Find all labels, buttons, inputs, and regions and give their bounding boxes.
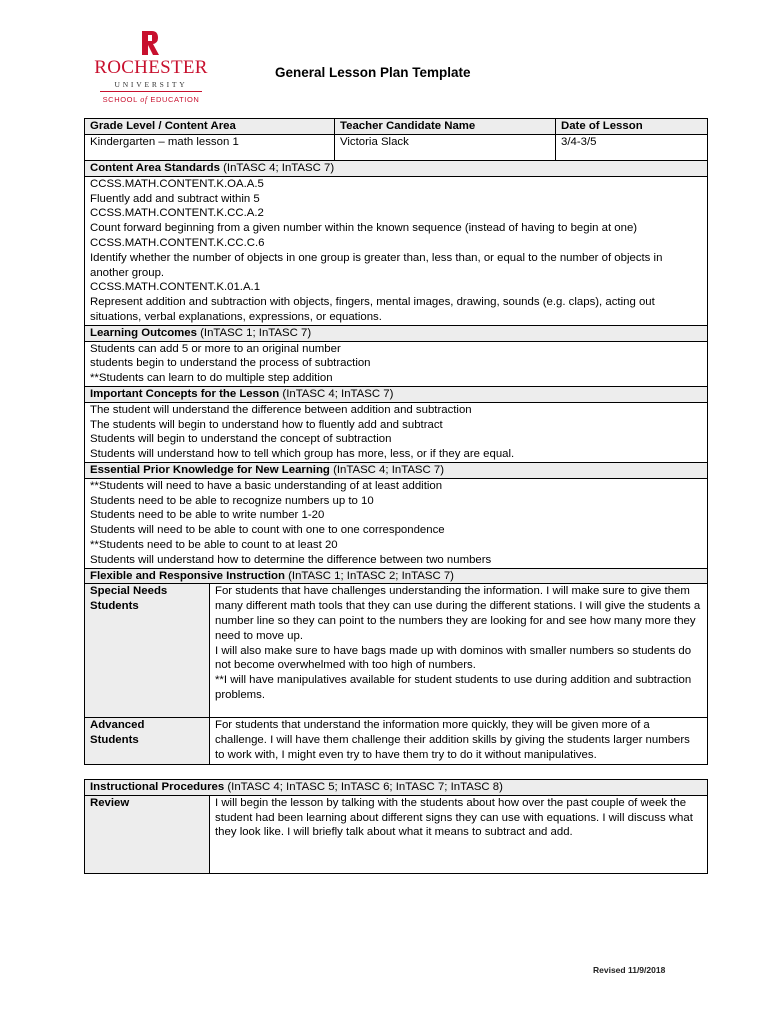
date-value[interactable]: 3/4-3/5 [556,135,708,161]
text-line: The student will understand the difference between addition and subtraction [90,403,472,416]
text-line: For students that have challenges understanding the information. I will make sure to give them many different math tools that they can use during the different stations. I will give the students a number line so they can point to the numbers they are looking for and see how many more they need to move up. [215,585,701,642]
teacher-name-header: Teacher Candidate Name [335,119,556,135]
review-label: Review [85,795,210,873]
flexible-instruction-header: Flexible and Responsive Instruction (InTASC 1; InTASC 2; InTASC 7) [85,568,708,584]
text-line: Students need to be able to write number 1-20 [90,509,325,522]
text-line: **Students need to be able to count to at least 20 [90,538,338,551]
logo-divider [100,91,202,92]
special-needs-content[interactable] [210,584,708,718]
text-line: Represent addition and subtraction with objects, fingers, mental images, drawing, sounds (e.g. claps), acting out situations, verbal explanations, expressions, or equations. [90,296,655,323]
text-line: Students will understand how to determine the difference between two numbers [90,553,492,566]
grade-level-value[interactable]: Kindergarten – math lesson 1 [85,135,335,161]
concepts-content[interactable] [85,402,708,462]
date-header: Date of Lesson [556,119,708,135]
grade-level-header: Grade Level / Content Area [85,119,335,135]
lesson-plan-table [84,118,708,765]
logo-school-of-education: SCHOOL of EDUCATION [102,95,200,104]
document-title: General Lesson Plan Template [275,65,471,80]
text-line: CCSS.MATH.CONTENT.K.01.A.1 [90,281,261,294]
standards-header: Content Area Standards (InTASC 4; InTASC 7) [85,161,708,177]
text-line: Identify whether the number of objects in one group is greater than, less than, or equal to the number of objects in another group. [90,251,663,279]
text-line: Students will need to be able to count with one to one correspondence [90,524,445,537]
text-line: I will also make sure to have bags made up with dominos with smaller numbers so students do not become overwhelmed with too high of numbers. [215,644,692,672]
standards-content[interactable] [85,176,708,325]
concepts-header: Important Concepts for the Lesson (InTASC 4; InTASC 7) [85,386,708,402]
text-line: Fluently add and subtract within 5 [90,192,260,205]
rochester-logo [92,30,212,106]
text-line: CCSS.MATH.CONTENT.K.CC.A.2 [90,207,264,220]
text-line: **Students will need to have a basic understanding of at least addition [90,479,443,492]
revised-date: Revised 11/9/2018 [593,965,666,975]
text-line: The students will begin to understand how to fluently add and subtract [90,418,443,431]
text-line: CCSS.MATH.CONTENT.K.OA.A.5 [90,177,264,190]
text-line: CCSS.MATH.CONTENT.K.CC.C.6 [90,236,265,249]
advanced-students-content[interactable] [210,718,708,765]
rochester-r-mark-icon [140,30,160,56]
teacher-name-value[interactable]: Victoria Slack [335,135,556,161]
text-line: Students need to be able to recognize numbers up to 10 [90,494,374,507]
review-content[interactable]: I will begin the lesson by talking with the students about how over the past couple of week the student had been learning about different signs they can use with equations. I will discuss what they look like. I will briefly talk about what it means to subtract and add. [210,795,708,873]
text-line: Students can add 5 or more to an original number [90,342,341,355]
prior-knowledge-header: Essential Prior Knowledge for New Learning (InTASC 4; InTASC 7) [85,462,708,478]
procedures-table [84,779,708,874]
text-line: Students will begin to understand the concept of subtraction [90,433,392,446]
outcomes-content[interactable] [85,341,708,386]
logo-name: ROCHESTER [94,57,208,78]
special-needs-label: Special Needs Students [85,584,210,718]
text-line: Students will understand how to tell which group has more, less, or if they are equal. [90,448,515,461]
logo-university: UNIVERSITY [114,80,188,89]
procedures-header: Instructional Procedures (InTASC 4; InTASC 5; InTASC 6; InTASC 7; InTASC 8) [85,780,708,796]
advanced-students-label: Advanced Students [85,718,210,765]
text-line: **I will have manipulatives available for student students to use during addition and subtraction problems. [215,674,692,701]
text-line: students begin to understand the process of subtraction [90,357,371,370]
prior-knowledge-content[interactable] [85,478,708,568]
outcomes-header: Learning Outcomes (InTASC 1; InTASC 7) [85,325,708,341]
text-line: **Students can learn to do multiple step addition [90,372,333,385]
text-line: Count forward beginning from a given number within the known sequence (instead of having to begin at one) [90,222,638,235]
text-line: For students that understand the information more quickly, they will be given more of a challenge. I will have them challenge their addition skills by giving the students larger numbers to work with, I might even try to have them try to do it without manipulatives. [215,719,690,761]
